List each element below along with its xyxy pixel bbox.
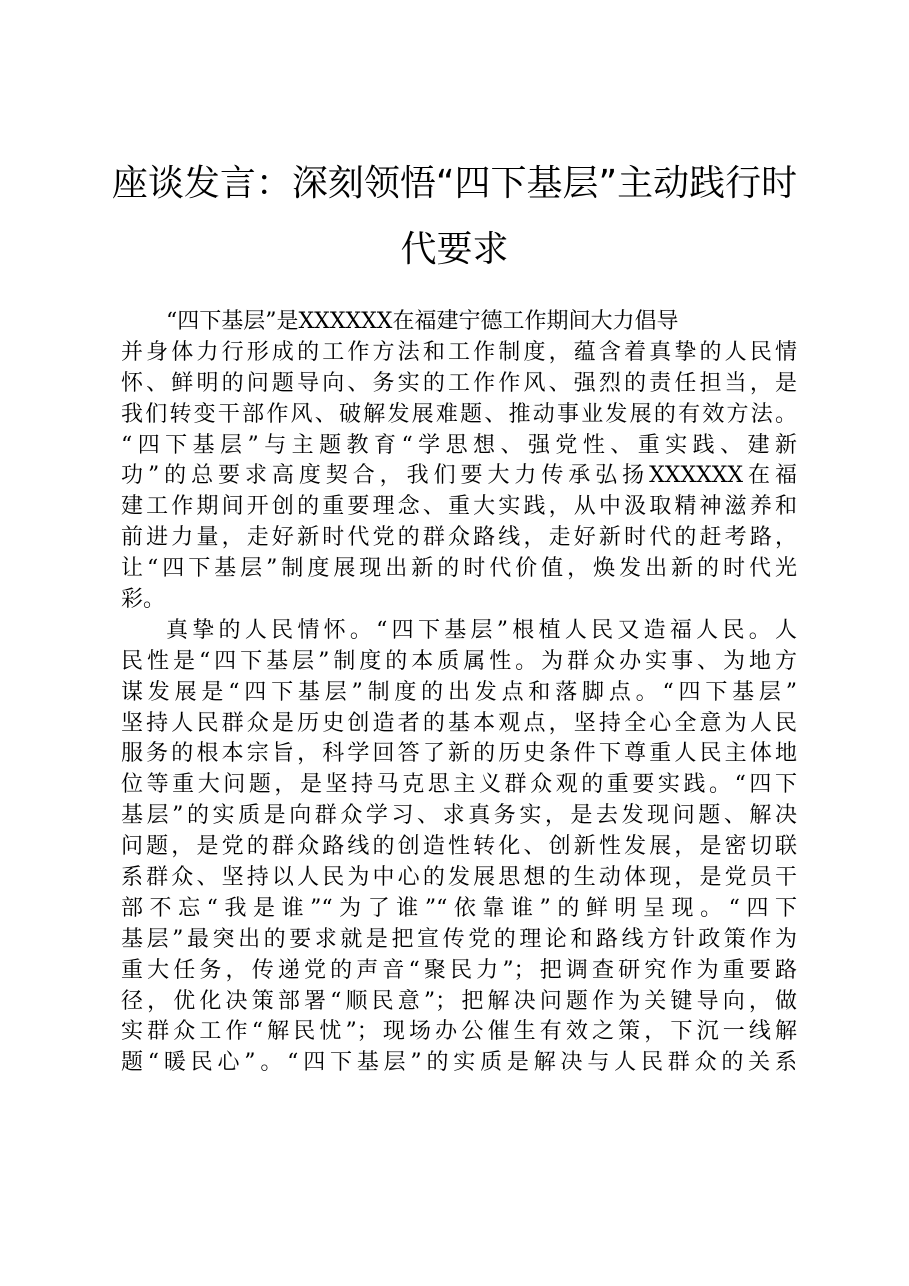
paragraph-line: 位等重大问题，是坚持马克思主义群众观的重要实践。“四下 [121,772,797,798]
paragraph-line: 部不忘“我是谁”“为了谁”“依靠谁”的鲜明呈现。“四下 [121,895,797,921]
paragraph-line: “四下基层”与主题教育“学思想、强党性、重实践、建新 [121,432,797,458]
paragraph-line: “四下基层”是XXXXXX在福建宁德工作期间大力倡导 [166,309,679,334]
paragraph-line: 服务的根本宗旨，科学回答了新的历史条件下尊重人民主体地 [121,741,797,767]
document-body [121,307,797,1079]
paragraph-line: 径，优化决策部署“顺民意”；把解决问题作为关键导向，做 [121,988,797,1014]
paragraph-line: 民性是“四下基层”制度的本质属性。为群众办实事、为地方 [121,648,797,674]
document-title-line-2: 代要求 [400,229,509,270]
paragraph-line: 前进力量，走好新时代党的群众路线，走好新时代的赶考路， [121,525,797,551]
paragraph-line: 坚持人民群众是历史创造者的基本观点，坚持全心全意为人民 [121,710,797,736]
paragraph-line: 基层”最突出的要求就是把宣传党的理论和路线方针政策作为 [121,926,797,952]
paragraph-1 [121,307,797,616]
paragraph-line: 基层”的实质是向群众学习、求真务实，是去发现问题、解决 [121,803,797,829]
paragraph-line: 让“四下基层”制度展现出新的时代价值，焕发出新的时代光 [121,556,797,582]
paragraph-line: 彩。 [121,587,166,613]
paragraph-line: 功”的总要求高度契合，我们要大力传承弘扬XXXXXX在福 [121,463,797,489]
paragraph-line: 实群众工作“解民忧”；现场办公催生有效之策，下沉一线解 [121,1019,797,1045]
paragraph-line: 系群众、坚持以人民为中心的发展思想的生动体现，是党员干 [121,865,797,891]
paragraph-line: 并身体力行形成的工作方法和工作制度，蕴含着真挚的人民情 [121,339,797,365]
paragraph-2 [121,616,797,1079]
document-title-line-1: 座谈发言：深刻领悟“四下基层”主动践行时 [111,163,798,204]
paragraph-line: 建工作期间开创的重要理念、重大实践，从中汲取精神滋养和 [121,494,797,520]
paragraph-line: 我们转变干部作风、破解发展难题、推动事业发展的有效方法。 [121,401,797,427]
paragraph-line: 谋发展是“四下基层”制度的出发点和落脚点。“四下基层” [121,679,797,705]
paragraph-line: 重大任务，传递党的声音“聚民力”；把调查研究作为重要路 [121,957,797,983]
paragraph-line: 怀、鲜明的问题导向、务实的工作作风、强烈的责任担当，是 [121,370,797,396]
paragraph-line: 真挚的人民情怀。“四下基层”根植人民又造福人民。人 [166,617,797,643]
paragraph-line: 题“暖民心”。“四下基层”的实质是解决与人民群众的关系 [121,1050,797,1076]
paragraph-line: 问题，是党的群众路线的创造性转化、创新性发展，是密切联 [121,834,797,860]
